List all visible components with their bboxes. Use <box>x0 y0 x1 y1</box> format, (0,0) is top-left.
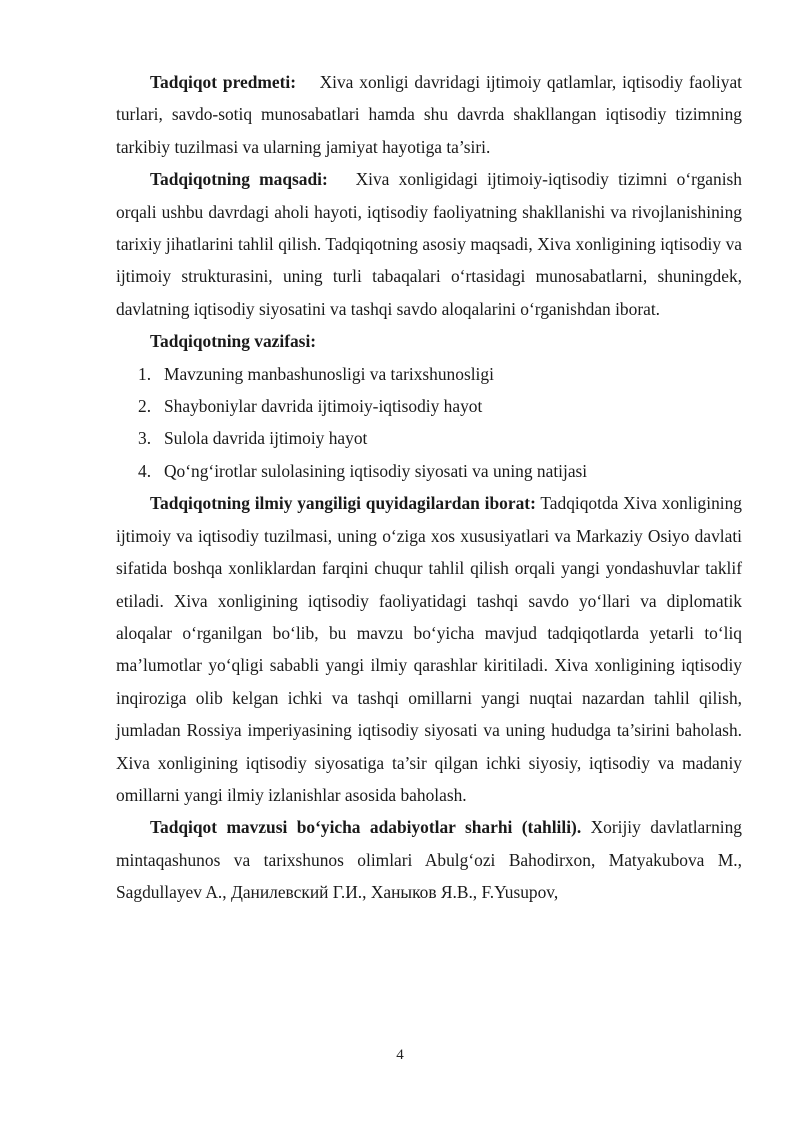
list-number: 1. <box>138 363 152 384</box>
literature-heading: Tadqiqot mavzusi bo‘yicha adabiyotlar sharhi (tahlili). <box>150 817 582 838</box>
list-number: 2. <box>138 396 152 417</box>
goal-heading: Tadqiqotning maqsadi: <box>150 169 328 190</box>
list-item <box>116 422 742 454</box>
subject-text: Xiva xonligi davridagi ijtimoiy qatlamlar, iqtisodiy faoliyat turlari, savdo-sotiq munosabatlari hamda shu davrda shakllangan iqtisodiy tizimning tarkibiy tuzilmasi va ularning jamiyat hayotiga ta’siri. <box>116 72 743 157</box>
list-text: Sulola davrida ijtimoiy hayot <box>164 428 368 449</box>
list-item <box>116 455 742 487</box>
paragraph-tasks-heading <box>116 325 742 357</box>
novelty-text: Tadqiqotda Xiva xonligining ijtimoiy va iqtisodiy tuzilmasi, uning o‘ziga xos xususiyatlari va Markaziy Osiyo davlati sifatida boshqa xonliklardan farqini chuqur tahlil qilish orqali yangi yondashuvlar taklif etiladi. Xiva xonligining iqtisodiy faoliyatidagi tashqi savdo yo‘llari va diplomatik aloqalar o‘rganilgan bo‘lib, bu mavzu bo‘yicha mavjud tadqiqotlarda yetarli to‘liq ma’lumotlar yo‘qligi sababli yangi ilmiy qarashlar kiritiladi. Xiva xonligining iqtisodiy inqiroziga olib kelgan ichki va tashqi omillarni yangi nuqtai nazardan tahlil qilish, jumladan Rossiya imperiyasining iqtisodiy siyosati va uning hududga ta’sirini baholash. Xiva xonligining iqtisodiy siyosatiga ta’sir qilgan ichki siyosiy, iqtisodiy va madaniy omillarni yangi ilmiy izlanishlar asosida baholash. <box>116 493 742 805</box>
page-number: 4 <box>396 1047 404 1063</box>
list-item <box>116 390 742 422</box>
tasks-list <box>116 358 742 488</box>
list-item <box>116 358 742 390</box>
list-number: 3. <box>138 428 152 449</box>
list-text: Shayboniylar davrida ijtimoiy-iqtisodiy hayot <box>164 396 483 417</box>
novelty-heading: Tadqiqotning ilmiy yangiligi quyidagilardan iborat: <box>150 493 536 514</box>
paragraph-subject <box>116 66 742 163</box>
tasks-heading: Tadqiqotning vazifasi: <box>150 331 317 352</box>
goal-text: Xiva xonligidagi ijtimoiy-iqtisodiy tizimni o‘rganish orqali ushbu davrdagi aholi hayoti, iqtisodiy faoliyatning shakllanishi va rivojlanishining tarixiy jihatlarini tahlil qilish. Tadqiqotning asosiy maqsadi, Xiva xonligining iqtisodiy va ijtimoiy strukturasini, uning turli tabaqalari o‘rtasidagi munosabatlarni, shuningdek, davlatning iqtisodiy siyosatini va tashqi savdo aloqalarini o‘rganishdan iborat. <box>116 169 742 319</box>
list-text: Qo‘ng‘irotlar sulolasining iqtisodiy siyosati va uning natijasi <box>164 460 588 481</box>
paragraph-literature <box>116 811 742 908</box>
list-number: 4. <box>138 460 152 481</box>
page-body <box>116 66 742 909</box>
paragraph-goal <box>116 163 742 325</box>
literature-text: Xorijiy davlatlarning mintaqashunos va tarixshunos olimlari Abulg‘ozi Bahodirxon, Matyakubova M., Sagdullayev A., Данилевский Г.И., Ханыков Я.В., F.Yusupov, <box>116 817 742 903</box>
list-text: Mavzuning manbashunosligi va tarixshunosligi <box>164 363 494 384</box>
subject-heading: Tadqiqot predmeti: <box>150 72 297 92</box>
paragraph-novelty <box>116 487 742 811</box>
